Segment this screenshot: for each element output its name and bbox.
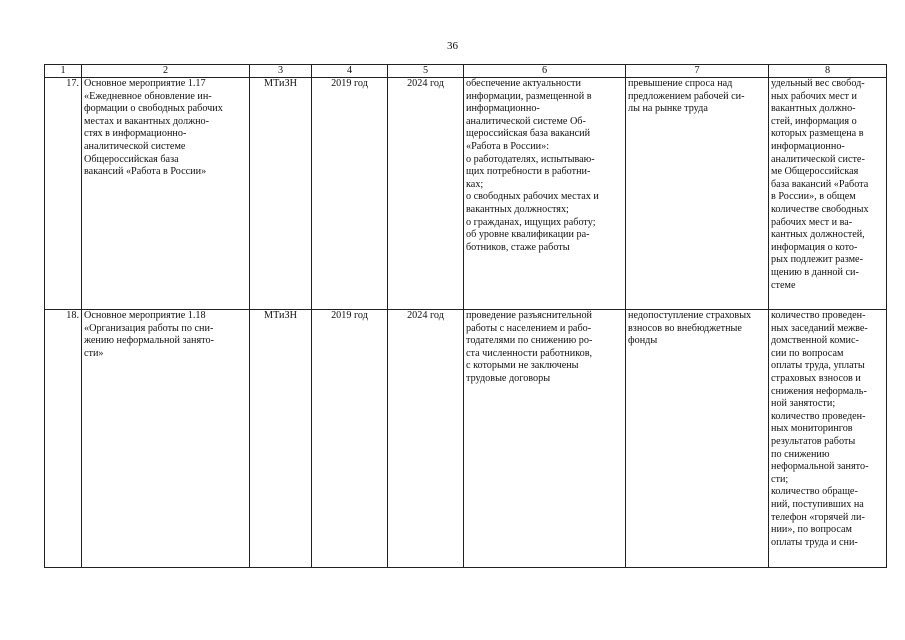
- text-line: удельный вес свобод-: [771, 78, 865, 89]
- text-line: обеспечение актуальности: [466, 78, 581, 89]
- text-line: местах и вакантных должно-: [84, 115, 210, 127]
- text-line: аналитической систе-: [771, 153, 865, 165]
- text-line: ной занятости;: [771, 398, 836, 410]
- text-line: информация о кото-: [771, 241, 858, 253]
- text-line: о работодателях, испытываю-: [466, 153, 595, 165]
- text-line: с которыми не заключены: [466, 360, 579, 372]
- text-line: «Организация работы по сни-: [84, 322, 214, 334]
- text-line: щероссийская база вакансий: [466, 128, 591, 140]
- text-line: количество проведен-: [771, 310, 866, 321]
- text-line: проведение разъяснительной: [466, 310, 593, 321]
- column-header: 7: [626, 65, 769, 78]
- text-line: щению в данной си-: [771, 266, 859, 278]
- text-line: аналитической системе Об-: [466, 115, 586, 127]
- expected-result-cell: [464, 78, 626, 310]
- row-number: 17.: [45, 78, 82, 310]
- text-line: результатов работы: [771, 435, 856, 447]
- column-header: 5: [388, 65, 464, 78]
- consequence-cell: [626, 310, 769, 568]
- text-line: Общероссийская база: [84, 153, 179, 165]
- text-line: стеме: [771, 279, 796, 291]
- text-line: информации, размещенной в: [466, 90, 592, 102]
- text-line: информационно-: [466, 103, 540, 115]
- expected-result-cell: [464, 310, 626, 568]
- text-line: трудовые договоры: [466, 372, 551, 384]
- start-year-cell: 2019 год: [312, 310, 388, 568]
- text-line: неформальной занято-: [771, 461, 869, 473]
- text-line: количество проведен-: [771, 410, 866, 422]
- text-line: Основное мероприятие 1.17: [84, 78, 206, 89]
- column-number-row: [45, 65, 887, 78]
- text-line: фонды: [628, 335, 658, 347]
- text-line: вакантных должно-: [771, 103, 856, 115]
- table-row: [45, 78, 887, 310]
- text-line: оплаты труда, уплаты: [771, 360, 865, 372]
- text-line: ных рабочих мест и: [771, 90, 857, 102]
- text-line: лы на рынке труда: [628, 103, 708, 115]
- text-line: предложением рабочей си-: [628, 90, 745, 102]
- column-header: 2: [82, 65, 250, 78]
- text-line: страховых взносов и: [771, 372, 861, 384]
- executor-cell: МТиЗН: [250, 310, 312, 568]
- end-year-cell: 2024 год: [388, 310, 464, 568]
- text-line: количество обраще-: [771, 486, 858, 498]
- text-line: кантных должностей,: [771, 229, 865, 241]
- text-line: вакансий «Работа в России»: [84, 166, 207, 178]
- text-line: тодателями по снижению ро-: [466, 335, 593, 347]
- text-line: стях в информационно-: [84, 128, 187, 140]
- text-line: «Работа в России»:: [466, 140, 550, 152]
- text-line: ботников, стаже работы: [466, 241, 570, 253]
- text-line: сти»: [84, 347, 104, 359]
- column-header: 8: [769, 65, 887, 78]
- column-header: 3: [250, 65, 312, 78]
- measures-table: [44, 64, 887, 568]
- text-line: жению неформальной занято-: [84, 335, 214, 347]
- text-line: сти;: [771, 473, 789, 485]
- text-line: «Ежедневное обновление ин-: [84, 90, 212, 102]
- text-line: о свободных рабочих местах и: [466, 191, 599, 203]
- text-line: об уровне квалификации ра-: [466, 229, 590, 241]
- text-line: ний, поступивших на: [771, 498, 864, 510]
- event-name-cell: [82, 78, 250, 310]
- table-row: [45, 310, 887, 568]
- text-line: Основное мероприятие 1.18: [84, 310, 206, 321]
- text-line: взносов во внебюджетные: [628, 322, 742, 334]
- text-line: оплаты труда и сни-: [771, 536, 858, 548]
- indicator-cell: [769, 78, 887, 310]
- text-line: превышение спроса над: [628, 78, 733, 89]
- text-line: снижения неформаль-: [771, 385, 867, 397]
- text-line: домственной комис-: [771, 335, 859, 347]
- text-line: база вакансий «Работа: [771, 178, 869, 190]
- text-line: стей, информация о: [771, 115, 857, 127]
- column-header: 6: [464, 65, 626, 78]
- text-line: по снижению: [771, 448, 830, 460]
- text-line: аналитической системе: [84, 140, 186, 152]
- text-line: рых подлежит разме-: [771, 254, 863, 266]
- text-line: работы с населением и рабо-: [466, 322, 592, 334]
- text-line: ных заседаний межве-: [771, 322, 868, 334]
- text-line: о гражданах, ищущих работу;: [466, 216, 596, 228]
- executor-cell: МТиЗН: [250, 78, 312, 310]
- end-year-cell: 2024 год: [388, 78, 464, 310]
- indicator-cell: [769, 310, 887, 568]
- consequence-cell: [626, 78, 769, 310]
- text-line: рабочих мест и ва-: [771, 216, 853, 228]
- text-line: телефон «горячей ли-: [771, 511, 865, 523]
- text-line: нии», по вопросам: [771, 524, 852, 536]
- text-line: ках;: [466, 178, 484, 190]
- column-header: 4: [312, 65, 388, 78]
- row-number: 18.: [45, 310, 82, 568]
- event-name-cell: [82, 310, 250, 568]
- page-number: 36: [447, 40, 458, 52]
- start-year-cell: 2019 год: [312, 78, 388, 310]
- text-line: ных мониторингов: [771, 423, 853, 435]
- text-line: информационно-: [771, 140, 845, 152]
- text-line: ста численности работников,: [466, 347, 593, 359]
- text-line: формации о свободных рабочих: [84, 103, 223, 115]
- text-line: недопоступление страховых: [628, 310, 752, 321]
- text-line: щих потребности в работни-: [466, 166, 591, 178]
- text-line: сии по вопросам: [771, 347, 844, 359]
- column-header: 1: [45, 65, 82, 78]
- text-line: количестве свободных: [771, 203, 869, 215]
- text-line: которых размещена в: [771, 128, 864, 140]
- text-line: вакантных должностях;: [466, 203, 569, 215]
- text-line: в России», в общем: [771, 191, 856, 203]
- text-line: ме Общероссийская: [771, 166, 859, 178]
